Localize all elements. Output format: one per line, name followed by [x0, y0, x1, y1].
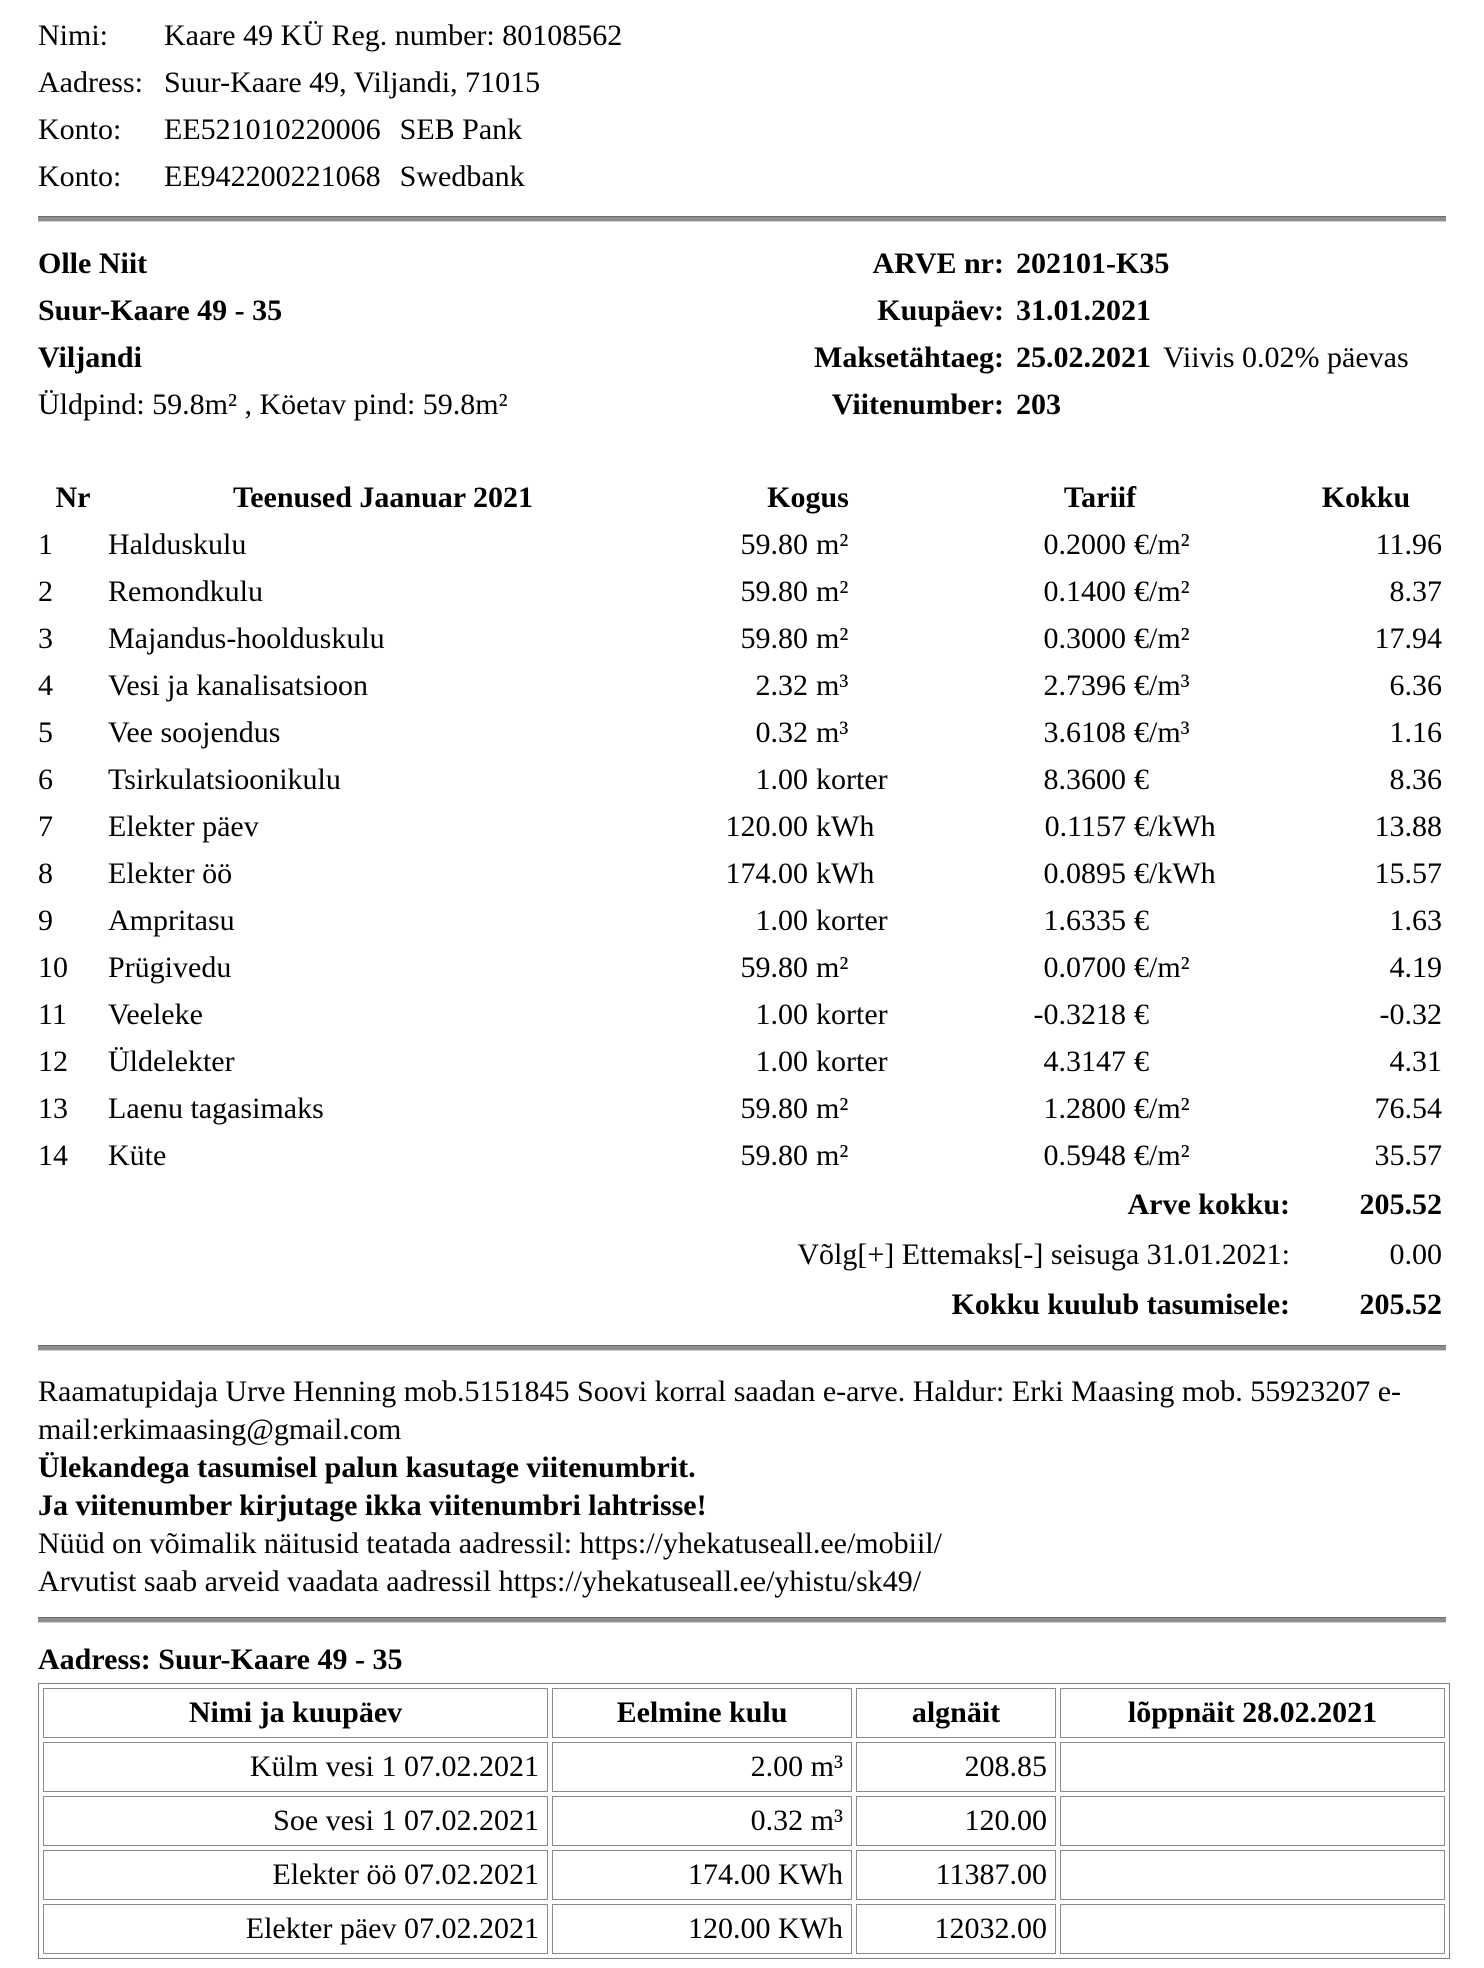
service-qty-unit: kWh: [816, 809, 875, 843]
service-total: 4.19: [1389, 950, 1442, 984]
service-row: [38, 709, 1446, 756]
service-rate-unit: €: [1134, 1044, 1149, 1078]
bank-name: SEB Pank: [399, 112, 523, 146]
service-row: [38, 1132, 1446, 1179]
service-name: Majandus-hoolduskulu: [108, 621, 385, 655]
invoice-number-label: ARVE nr:: [872, 246, 1004, 280]
readings-cell-start: 120.00: [856, 1796, 1056, 1846]
service-total: 1.16: [1389, 715, 1442, 749]
service-rate-unit: €/m³: [1134, 715, 1190, 749]
service-rate-unit: €/m³: [1134, 668, 1190, 702]
service-name: Halduskulu: [108, 527, 247, 561]
service-rate-unit: €/m²: [1134, 574, 1190, 608]
service-qty: 59.80: [740, 1138, 808, 1172]
service-nr: 1: [38, 527, 53, 561]
field-label: Aadress:: [38, 65, 143, 99]
service-nr: 3: [38, 621, 53, 655]
reference-number-label: Viitenumber:: [831, 387, 1004, 421]
service-nr: 12: [38, 1044, 68, 1078]
service-rate-unit: €: [1134, 997, 1149, 1031]
org-address-row: [38, 59, 1446, 106]
service-rate-unit: €: [1134, 903, 1149, 937]
service-row: [38, 897, 1446, 944]
field-value: EE942200221068: [164, 159, 381, 193]
recipient-name: Olle Niit: [38, 246, 148, 280]
service-total: 15.57: [1374, 856, 1442, 890]
org-account-row: [38, 106, 1446, 153]
service-name: Elekter öö: [108, 856, 233, 890]
bank-name: Swedbank: [399, 159, 525, 193]
service-row: [38, 615, 1446, 662]
service-qty-unit: m²: [816, 1091, 849, 1125]
service-qty-unit: korter: [816, 1044, 888, 1078]
service-qty-unit: kWh: [816, 856, 875, 890]
org-header: [38, 12, 1446, 200]
readings-cell-start: 208.85: [856, 1742, 1056, 1792]
readings-row: [43, 1742, 1445, 1792]
total-value: 205.52: [1359, 1288, 1442, 1321]
service-qty: 59.80: [740, 621, 808, 655]
service-rate-unit: €/m²: [1134, 527, 1190, 561]
service-total: 1.63: [1389, 903, 1442, 937]
service-row: [38, 662, 1446, 709]
service-name: Veeleke: [108, 997, 203, 1031]
service-rate: 0.3000: [1043, 621, 1126, 655]
service-rate: 0.1157: [1044, 809, 1126, 843]
readings-cell-previous: 120.00 KWh: [552, 1904, 852, 1954]
service-qty: 59.80: [740, 950, 808, 984]
readings-cell-name: Külm vesi 1 07.02.2021: [43, 1742, 548, 1792]
field-label: Konto:: [38, 112, 122, 146]
org-name-row: [38, 12, 1446, 59]
total-row-balance: [38, 1231, 1446, 1279]
service-row: [38, 803, 1446, 850]
col-header-total: Kokku: [1321, 480, 1411, 514]
service-qty-unit: m²: [816, 527, 849, 561]
service-name: Üldelekter: [108, 1044, 235, 1078]
service-total: 4.31: [1389, 1044, 1442, 1078]
note-line-contacts: Raamatupidaja Urve Henning mob.5151845 Soovi korral saadan e-arve. Haldur: Erki Maasing mob. 55923207 e-mail:erkimaasing@gmail.com: [38, 1375, 1401, 1446]
readings-header-start: algnäit: [856, 1688, 1056, 1738]
service-rate: 0.1400: [1043, 574, 1126, 608]
field-label: Konto:: [38, 159, 122, 193]
services-header-row: [38, 474, 1446, 521]
field-label: Nimi:: [38, 18, 109, 52]
service-qty: 59.80: [740, 574, 808, 608]
service-rate: 0.2000: [1043, 527, 1126, 561]
service-row: [38, 1038, 1446, 1085]
service-qty-unit: korter: [816, 762, 888, 796]
note-line-reference-field: Ja viitenumber kirjutage ikka viitenumbri lahtrisse!: [38, 1489, 707, 1522]
service-qty: 120.00: [725, 809, 808, 843]
divider: [38, 1345, 1446, 1351]
service-qty: 1.00: [755, 903, 808, 937]
service-qty-unit: korter: [816, 903, 888, 937]
readings-header-previous: Eelmine kulu: [552, 1688, 852, 1738]
recipient-area: Üldpind: 59.8m² , Köetav pind: 59.8m²: [38, 387, 508, 421]
service-qty-unit: m²: [816, 950, 849, 984]
service-name: Vee soojendus: [108, 715, 281, 749]
field-value: Suur-Kaare 49, Viljandi, 71015: [164, 65, 541, 99]
service-total: 11.96: [1375, 527, 1442, 561]
service-rate-unit: €: [1134, 762, 1149, 796]
readings-cell-name: Elekter päev 07.02.2021: [43, 1904, 548, 1954]
service-rate-unit: €/m²: [1134, 950, 1190, 984]
readings-row: [43, 1850, 1445, 1900]
recipient-street: Suur-Kaare 49 - 35: [38, 293, 283, 327]
readings-cell-end: [1060, 1742, 1445, 1792]
meta-row: [38, 240, 1446, 287]
service-rate-unit: €/m²: [1134, 1091, 1190, 1125]
readings-cell-previous: 0.32 m³: [552, 1796, 852, 1846]
readings-header-end: lõppnäit 28.02.2021: [1060, 1688, 1445, 1738]
service-rate-unit: €/kWh: [1134, 856, 1216, 890]
service-total: -0.32: [1379, 997, 1442, 1031]
service-qty: 0.32: [755, 715, 808, 749]
service-rate: 0.0895: [1043, 856, 1126, 890]
service-nr: 7: [38, 809, 53, 843]
readings-row: [43, 1904, 1445, 1954]
service-nr: 11: [38, 997, 67, 1031]
divider: [38, 1617, 1446, 1623]
due-date-value: [1004, 341, 1446, 375]
service-qty: 59.80: [740, 1091, 808, 1125]
service-rate: 1.6335: [1043, 903, 1126, 937]
field-value: Kaare 49 KÜ Reg. number: 80108562: [164, 18, 623, 52]
service-total: 8.37: [1389, 574, 1442, 608]
readings-cell-end: [1060, 1850, 1445, 1900]
total-value: 0.00: [1389, 1238, 1442, 1271]
readings-row: [43, 1796, 1445, 1846]
service-row: [38, 991, 1446, 1038]
readings-cell-previous: 2.00 m³: [552, 1742, 852, 1792]
services-table: [38, 474, 1446, 1329]
service-rate-unit: €/m²: [1134, 621, 1190, 655]
service-qty-unit: m²: [816, 621, 849, 655]
service-rate-unit: €/m²: [1134, 1138, 1190, 1172]
service-qty-unit: m²: [816, 574, 849, 608]
service-total: 17.94: [1374, 621, 1442, 655]
service-qty: 1.00: [755, 1044, 808, 1078]
col-header-qty: Kogus: [767, 480, 849, 514]
readings-title: Aadress: Suur-Kaare 49 - 35: [38, 1643, 403, 1676]
service-name: Vesi ja kanalisatsioon: [108, 668, 368, 702]
readings-header-name: Nimi ja kuupäev: [43, 1688, 548, 1738]
service-nr: 10: [38, 950, 68, 984]
service-nr: 13: [38, 1091, 68, 1125]
readings-cell-end: [1060, 1796, 1445, 1846]
service-qty-unit: korter: [816, 997, 888, 1031]
recipient-city: Viljandi: [38, 340, 142, 374]
note-line-readings-url: Nüüd on võimalik näitusid teatada aadressil: https://yhekatuseall.ee/mobiil/: [38, 1527, 942, 1560]
service-total: 13.88: [1374, 809, 1442, 843]
service-qty: 1.00: [755, 997, 808, 1031]
service-rate: 3.6108: [1043, 715, 1126, 749]
col-header-name: Teenused Jaanuar 2021: [232, 480, 534, 514]
late-fee-note: Viivis 0.02% päevas: [1163, 340, 1409, 374]
total-value: 205.52: [1359, 1188, 1442, 1221]
service-name: Laenu tagasimaks: [108, 1091, 324, 1125]
invoice-date-value: 31.01.2021: [1016, 293, 1151, 327]
service-row: [38, 756, 1446, 803]
service-qty: 2.32: [755, 668, 808, 702]
divider: [38, 216, 1446, 222]
readings-cell-end: [1060, 1904, 1445, 1954]
service-row: [38, 521, 1446, 568]
service-rate: 0.0700: [1043, 950, 1126, 984]
service-row: [38, 568, 1446, 615]
service-row: [38, 1085, 1446, 1132]
note-line-invoices-url: Arvutist saab arveid vaadata aadressil https://yhekatuseall.ee/yhistu/sk49/: [38, 1565, 922, 1598]
service-total: 35.57: [1374, 1138, 1442, 1172]
service-rate: 4.3147: [1043, 1044, 1126, 1078]
invoice-meta: [38, 240, 1446, 428]
total-row-amount-due: [38, 1281, 1446, 1329]
readings-cell-start: 11387.00: [856, 1850, 1056, 1900]
due-date-label: Maksetähtaeg:: [814, 340, 1004, 374]
readings-header-row: [43, 1688, 1445, 1738]
readings-cell-previous: 174.00 KWh: [552, 1850, 852, 1900]
service-nr: 4: [38, 668, 53, 702]
service-rate: 0.5948: [1043, 1138, 1126, 1172]
service-name: Remondkulu: [108, 574, 263, 608]
service-total: 6.36: [1389, 668, 1442, 702]
total-row-invoice-sum: [38, 1181, 1446, 1229]
service-nr: 5: [38, 715, 53, 749]
service-name: Prügivedu: [108, 950, 232, 984]
service-nr: 8: [38, 856, 53, 890]
service-rate: 2.7396: [1043, 668, 1126, 702]
service-nr: 9: [38, 903, 53, 937]
service-row: [38, 850, 1446, 897]
service-name: Tsirkulatsioonikulu: [108, 762, 341, 796]
footer-notes: [38, 1373, 1446, 1601]
service-qty: 1.00: [755, 762, 808, 796]
col-header-rate: Tariif: [1063, 480, 1137, 514]
service-name: Küte: [108, 1138, 167, 1172]
service-row: [38, 944, 1446, 991]
invoice-number-value: 202101-K35: [1016, 246, 1170, 280]
service-name: Elekter päev: [108, 809, 259, 843]
readings-cell-name: Soe vesi 1 07.02.2021: [43, 1796, 548, 1846]
service-nr: 14: [38, 1138, 68, 1172]
meta-row: [38, 381, 1446, 428]
meta-row: [38, 287, 1446, 334]
readings-cell-start: 12032.00: [856, 1904, 1056, 1954]
service-nr: 6: [38, 762, 53, 796]
service-rate-unit: €/kWh: [1134, 809, 1216, 843]
service-qty-unit: m³: [816, 715, 849, 749]
service-name: Ampritasu: [108, 903, 235, 937]
col-header-nr: Nr: [55, 480, 91, 514]
service-qty-unit: m²: [816, 1138, 849, 1172]
total-label: Kokku kuulub tasumisele:: [951, 1288, 1290, 1321]
service-qty: 174.00: [725, 856, 808, 890]
due-date: 25.02.2021: [1016, 340, 1151, 374]
field-value: EE521010220006: [164, 112, 381, 146]
service-qty: 59.80: [740, 527, 808, 561]
service-qty-unit: m³: [816, 668, 849, 702]
total-label: Võlg[+] Ettemaks[-] seisuga 31.01.2021:: [797, 1238, 1290, 1271]
service-rate: 1.2800: [1043, 1091, 1126, 1125]
service-total: 76.54: [1374, 1091, 1442, 1125]
service-nr: 2: [38, 574, 53, 608]
readings-table: [38, 1683, 1450, 1959]
reference-number-value: 203: [1016, 387, 1061, 421]
org-account-row: [38, 153, 1446, 200]
service-rate: 8.3600: [1043, 762, 1126, 796]
note-line-use-reference: Ülekandega tasumisel palun kasutage viitenumbrit.: [38, 1451, 696, 1484]
service-rate: -0.3218: [1033, 997, 1126, 1031]
service-total: 8.36: [1389, 762, 1442, 796]
total-label: Arve kokku:: [1127, 1188, 1290, 1221]
readings-cell-name: Elekter öö 07.02.2021: [43, 1850, 548, 1900]
invoice-date-label: Kuupäev:: [877, 293, 1004, 327]
meta-row: [38, 334, 1446, 381]
